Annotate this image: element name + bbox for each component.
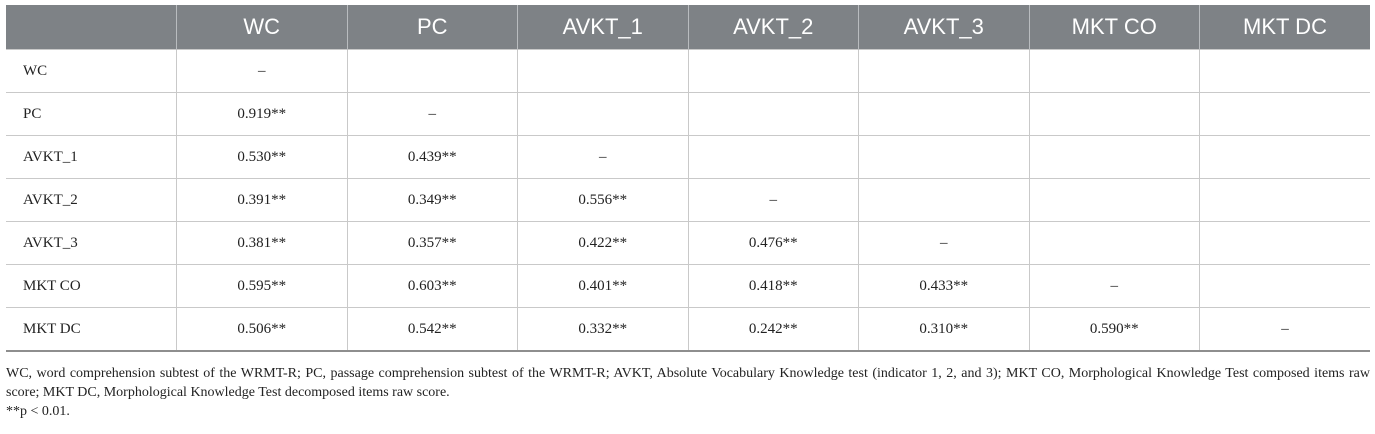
- table-cell: [1200, 50, 1371, 93]
- row-label: AVKT_2: [6, 179, 177, 222]
- table-row: [6, 265, 1370, 308]
- table-cell: [859, 93, 1030, 136]
- table-cell: –: [177, 50, 348, 93]
- table-cell: –: [518, 136, 689, 179]
- table-footnote: [6, 364, 1370, 421]
- table-cell: [1200, 222, 1371, 265]
- table-cell: –: [688, 179, 859, 222]
- table-cell: 0.556**: [518, 179, 689, 222]
- table-cell: –: [1029, 265, 1200, 308]
- table-cell: [1029, 222, 1200, 265]
- table-row: [6, 308, 1370, 352]
- row-label: WC: [6, 50, 177, 93]
- header-mkt-co: MKT CO: [1029, 5, 1200, 50]
- table-cell: [518, 93, 689, 136]
- row-label: MKT DC: [6, 308, 177, 352]
- header-avkt-1: AVKT_1: [518, 5, 689, 50]
- table-cell: –: [347, 93, 518, 136]
- table-cell: [688, 136, 859, 179]
- table-header-row: [6, 5, 1370, 50]
- table-cell: [1029, 93, 1200, 136]
- table-cell: [688, 50, 859, 93]
- table-row: [6, 136, 1370, 179]
- table-cell: 0.391**: [177, 179, 348, 222]
- table-cell: 0.422**: [518, 222, 689, 265]
- row-label: AVKT_1: [6, 136, 177, 179]
- table-cell: [859, 179, 1030, 222]
- table-cell: [859, 50, 1030, 93]
- table-cell: 0.603**: [347, 265, 518, 308]
- table-cell: [1029, 50, 1200, 93]
- table-cell: 0.310**: [859, 308, 1030, 352]
- correlation-table: [6, 5, 1370, 352]
- table-cell: [1200, 93, 1371, 136]
- table-cell: 0.476**: [688, 222, 859, 265]
- table-cell: 0.433**: [859, 265, 1030, 308]
- table-cell: 0.506**: [177, 308, 348, 352]
- table-cell: –: [1200, 308, 1371, 352]
- table-cell: 0.595**: [177, 265, 348, 308]
- table-cell: [859, 136, 1030, 179]
- table-row: [6, 222, 1370, 265]
- table-cell: [1029, 179, 1200, 222]
- header-avkt-3: AVKT_3: [859, 5, 1030, 50]
- header-wc: WC: [177, 5, 348, 50]
- header-avkt-2: AVKT_2: [688, 5, 859, 50]
- table-cell: [1029, 136, 1200, 179]
- table-cell: 0.919**: [177, 93, 348, 136]
- table-cell: [347, 50, 518, 93]
- row-label: MKT CO: [6, 265, 177, 308]
- table-cell: 0.418**: [688, 265, 859, 308]
- header-corner: [6, 5, 177, 50]
- significance-note: **p < 0.01.: [6, 404, 70, 419]
- table-cell: [1200, 136, 1371, 179]
- table-cell: [1200, 265, 1371, 308]
- header-mkt-dc: MKT DC: [1200, 5, 1371, 50]
- table-cell: 0.242**: [688, 308, 859, 352]
- table-cell: 0.332**: [518, 308, 689, 352]
- table-cell: [688, 93, 859, 136]
- table-cell: [1200, 179, 1371, 222]
- table-cell: 0.542**: [347, 308, 518, 352]
- row-label: AVKT_3: [6, 222, 177, 265]
- table-cell: [518, 50, 689, 93]
- table-cell: 0.530**: [177, 136, 348, 179]
- table-cell: 0.349**: [347, 179, 518, 222]
- row-label: PC: [6, 93, 177, 136]
- table-row: [6, 50, 1370, 93]
- table-cell: 0.439**: [347, 136, 518, 179]
- table-cell: 0.381**: [177, 222, 348, 265]
- abbreviations-note: WC, word comprehension subtest of the WRMT-R; PC, passage comprehension subtest of the WRMT-R; AVKT, Absolute Vocabulary Knowledge test (indicator 1, 2, and 3); MKT CO, Morphological Knowledge Test composed items raw score; MKT DC, Morphological Knowledge Test decomposed items raw score.: [6, 366, 1370, 400]
- table-cell: 0.590**: [1029, 308, 1200, 352]
- table-cell: 0.357**: [347, 222, 518, 265]
- table-row: [6, 93, 1370, 136]
- table-cell: 0.401**: [518, 265, 689, 308]
- header-pc: PC: [347, 5, 518, 50]
- table-cell: –: [859, 222, 1030, 265]
- table-row: [6, 179, 1370, 222]
